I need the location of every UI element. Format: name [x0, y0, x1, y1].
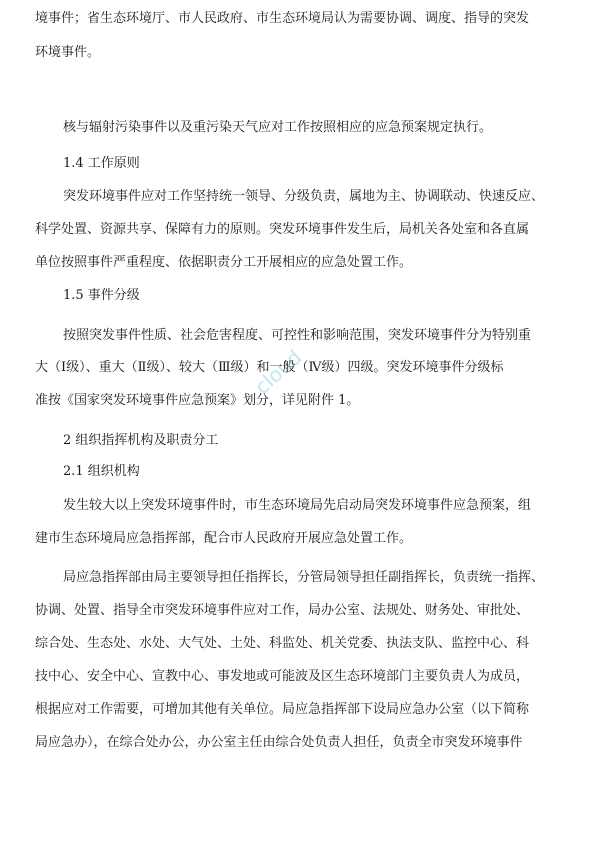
text-line-15: 建市生态环境局应急指挥部，配合市人民政府开展应急处置工作。 [35, 531, 413, 546]
text-line-3: 核与辐射污染事件以及重污染天气应对工作按照相应的应急预案规定执行。 [63, 120, 493, 135]
text-line-17: 协调、处置、指导全市突发环境事件应对工作，局办公室、法规处、财务处、审批处、 [35, 603, 530, 618]
text-line-10: 大（Ⅰ级）、重大（Ⅱ级）、较大（Ⅲ级）和一般（Ⅳ级）四级。突发环境事件分级标 [35, 360, 504, 375]
text-line-9: 按照突发事件性质、社会危害程度、可控性和影响范围，突发环境事件分为特别重 [63, 328, 532, 343]
text-line-20: 根据应对工作需要，可增加其他有关单位。局应急指挥部下设局应急办公室（以下简称 [35, 702, 530, 717]
text-line-16: 局应急指挥部由局主要领导担任指挥长，分管局领导担任副指挥长，负责统一指挥、 [63, 570, 545, 585]
text-line-14: 发生较大以上突发环境事件时，市生态环境局先启动局突发环境事件应急预案，组 [63, 498, 532, 513]
page-watermark: cloud [249, 344, 307, 399]
text-line-5: 突发环境事件应对工作坚持统一领导、分级负责，属地为主、协调联动、快速反应、 [63, 189, 545, 204]
text-line-1: 境事件；省生态环境厅、市人民政府、市生态环境局认为需要协调、调度、指导的突发 [35, 11, 530, 26]
section-heading-2-1: 2.1 组织机构 [63, 464, 140, 479]
text-line-18: 综合处、生态处、水处、大气处、土处、科监处、机关党委、执法支队、监控中心、科 [35, 636, 530, 651]
text-line-7: 单位按照事件严重程度、依据职责分工开展相应的应急处置工作。 [35, 255, 413, 270]
section-heading-2: 2 组织指挥机构及职责分工 [63, 433, 219, 448]
text-line-11: 准按《国家突发环境事件应急预案》划分，详见附件 1。 [35, 393, 360, 408]
text-line-21: 局应急办），在综合处办公，办公室主任由综合处负责人担任，负责全市突发环境事件 [35, 735, 523, 750]
section-heading-1-4: 1.4 工作原则 [63, 156, 140, 171]
text-line-6: 科学处置、资源共享、保障有力的原则。突发环境事件发生后，局机关各处室和各直属 [35, 222, 530, 237]
text-line-19: 技中心、安全中心、宣教中心、事发地或可能波及区生态环境部门主要负责人为成员， [35, 669, 530, 684]
text-line-2: 环境事件。 [35, 45, 101, 60]
section-heading-1-5: 1.5 事件分级 [63, 288, 140, 303]
